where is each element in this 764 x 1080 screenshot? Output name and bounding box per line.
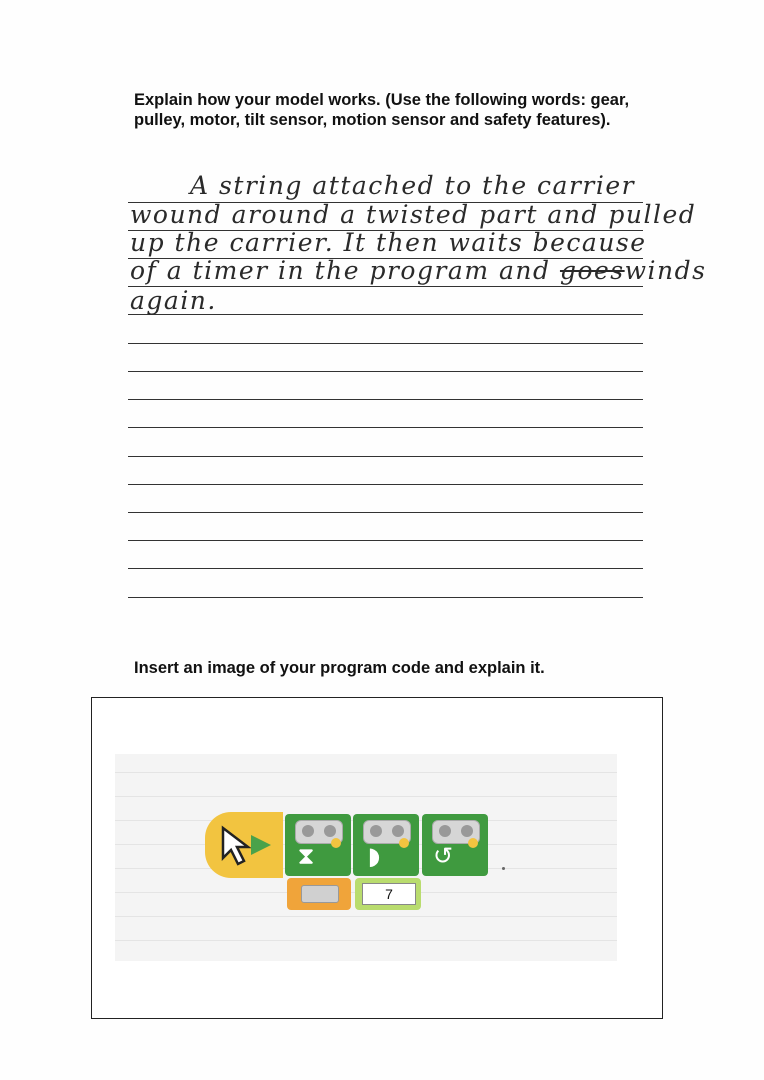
paper-line xyxy=(115,940,617,941)
rule-line xyxy=(128,371,643,372)
start-arrow-icon xyxy=(205,812,283,878)
replacement-word: winds xyxy=(624,256,707,285)
motor-reverse-block xyxy=(422,814,488,876)
rule-line xyxy=(128,597,643,598)
plus-indicator-icon xyxy=(399,838,409,848)
wait-timer-block xyxy=(285,814,351,876)
handwritten-answer-line-1: A string attached to the carrier xyxy=(190,171,636,200)
paper-line xyxy=(115,916,617,917)
hourglass-icon: ⧗ xyxy=(297,842,315,870)
handwritten-answer-line-3: up the carrier. It then waits because xyxy=(130,228,647,257)
start-block xyxy=(205,812,283,878)
reverse-arrow-icon: ↺ xyxy=(432,842,454,870)
rule-line xyxy=(128,484,643,485)
number-input-block xyxy=(355,878,421,910)
question-2-prompt: Insert an image of your program code and explain it. xyxy=(134,659,545,677)
tilt-sensor-icon xyxy=(301,885,339,903)
rule-line xyxy=(128,512,643,513)
paper-line xyxy=(115,772,617,773)
power-gauge-icon: ◗ xyxy=(367,842,381,870)
program-code-image xyxy=(115,754,617,961)
stray-dot xyxy=(502,867,505,870)
question-1-prompt: Explain how your model works. (Use the following words: gear, pulley, motor, tilt sensor, motion sensor and safety features). xyxy=(134,91,630,129)
plus-indicator-icon xyxy=(468,838,478,848)
sensor-input-block xyxy=(287,878,351,910)
rule-line xyxy=(128,343,643,344)
timer-value-field: 7 xyxy=(362,883,416,905)
rule-line xyxy=(128,399,643,400)
handwritten-answer-line-4 xyxy=(130,256,706,285)
handwritten-answer-line-2: wound around a twisted part and pulled xyxy=(130,200,697,229)
rule-line xyxy=(128,540,643,541)
rule-line xyxy=(128,427,643,428)
plus-indicator-icon xyxy=(331,838,341,848)
rule-line xyxy=(128,456,643,457)
handwritten-line-4-text: of a timer in the program and xyxy=(130,256,560,285)
rule-line xyxy=(128,568,643,569)
struck-word: goes xyxy=(559,256,625,285)
paper-line xyxy=(115,796,617,797)
motor-power-block xyxy=(353,814,419,876)
handwritten-answer-line-5: again. xyxy=(130,286,217,315)
